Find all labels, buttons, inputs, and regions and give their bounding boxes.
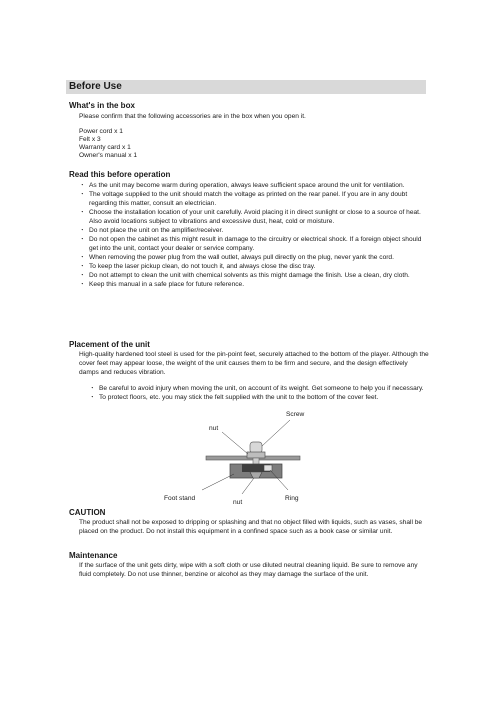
bullet: ・	[79, 209, 86, 216]
caution-heading: CAUTION	[69, 508, 106, 517]
section-header	[66, 80, 426, 94]
whats-in-box-heading: What's in the box	[69, 101, 135, 110]
ring-shape	[264, 465, 272, 471]
list-item: ・ Choose the installation location of your unit carefully. Avoid placing it in direct sunlight or close to a source of heat. Also avoid locations subject to vibrations and excessive dust, heat, cold or moisture.	[79, 209, 421, 225]
accessory-item: Power cord x 1	[79, 128, 123, 135]
accessory-item: Owner's manual x 1	[79, 152, 138, 159]
whats-in-box-intro: Please confirm that the following accessories are in the box when you open it.	[79, 113, 306, 120]
placement-body: High-quality hardened tool steel is used for the pin-point feet, securely attached to the bottom of the player. Although the cover feet may appear loose, the weight of the unit causes them to be firm and secure, and the design effectively damps and reduces vibration.	[79, 351, 429, 376]
bullet: ・	[79, 182, 86, 189]
bullet: ・	[79, 236, 86, 243]
list-item: ・ Do not attempt to clean the unit with chemical solvents as this might damage the finish. Use a clean, dry cloth.	[79, 272, 410, 279]
label-screw: Screw	[286, 411, 305, 418]
list-item: ・ Keep this manual in a safe place for future reference.	[79, 281, 245, 288]
bullet: ・	[89, 394, 96, 401]
list-item: ・ Be careful to avoid injury when moving the unit, on account of its weight. Get someone to help you if necessary.	[89, 385, 424, 392]
list-item: ・ The voltage supplied to the unit should match the voltage as printed on the rear panel. If you are in any doubt regarding this matter, consult an electrician.	[79, 191, 408, 207]
read-before-heading: Read this before operation	[69, 170, 171, 179]
label-ring: Ring	[285, 495, 299, 502]
bullet: ・	[79, 281, 86, 288]
screw-head	[250, 442, 262, 453]
placement-heading: Placement of the unit	[69, 340, 150, 349]
bullet: ・	[79, 227, 86, 234]
list-item: ・ Do not place the unit on the amplifier/receiver.	[79, 227, 224, 234]
bullet: ・	[79, 191, 86, 198]
list-item: ・ Do not open the cabinet as this might result in damage to the circuitry or electrical shock. If a foreign object should get into the unit, contact your dealer or service company.	[79, 236, 422, 252]
maintenance-heading: Maintenance	[69, 551, 118, 560]
accessory-list	[79, 128, 429, 160]
bullet: ・	[89, 385, 96, 392]
list-item: ・ When removing the power plug from the wall outlet, always pull directly on the plug, never yank the cord.	[79, 254, 394, 261]
list-item: ・ As the unit may become warm during operation, always leave sufficient space around the unit for ventilation.	[79, 182, 405, 189]
label-nut-top: nut	[209, 425, 219, 432]
list-item: ・ To protect floors, etc. you may stick the felt supplied with the unit to the bottom of the cover feet.	[89, 394, 379, 401]
bullet: ・	[79, 254, 86, 261]
precaution-list	[79, 181, 429, 289]
section-title: Before Use	[69, 81, 122, 92]
label-foot-stand: Foot stand	[164, 495, 196, 502]
placement-list	[89, 384, 429, 402]
caution-body: The product shall not be exposed to dripping or splashing and that no object filled with liquids, such as vases, shall be placed on the product. Do not install this equipment in a confined space such as a book case or similar unit.	[79, 519, 423, 535]
label-nut-bottom: nut	[233, 499, 243, 506]
accessory-item: Warranty card x 1	[79, 144, 131, 151]
accessory-item: Felt x 3	[79, 136, 101, 143]
foot-diagram	[160, 402, 330, 506]
bullet: ・	[79, 263, 86, 270]
bullet: ・	[79, 272, 86, 279]
top-nut	[247, 452, 265, 458]
list-item: ・ To keep the laser pickup clean, do not touch it, and always close the disc tray.	[79, 263, 316, 270]
maintenance-body: If the surface of the unit gets dirty, wipe with a soft cloth or use diluted neutral cleaning liquid. Be sure to remove any fluid completely. Do not use thinner, benzine or alcohol as they may damage the surface of the unit.	[79, 562, 418, 578]
